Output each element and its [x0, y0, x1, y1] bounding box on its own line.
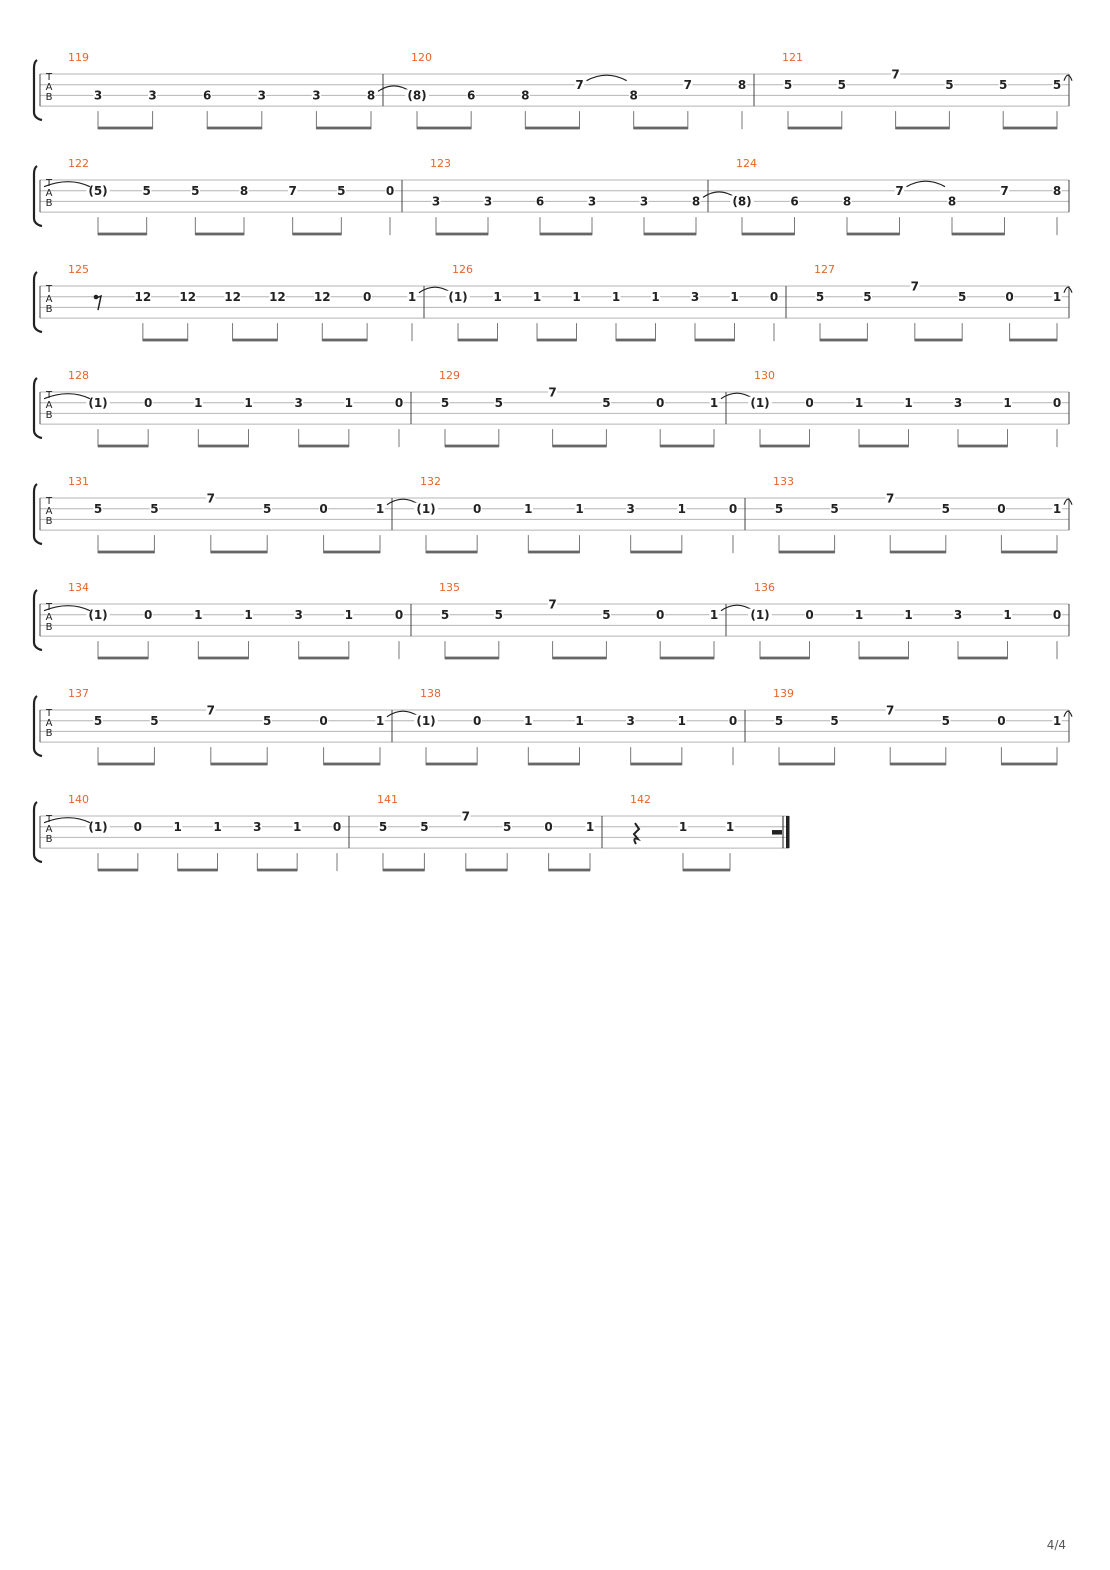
- eighth-rest-icon: [96, 296, 101, 310]
- tab-clef-letter: A: [45, 718, 53, 729]
- tab-system: [34, 793, 790, 871]
- fret-number: 1: [651, 290, 660, 304]
- tab-system: [34, 157, 1069, 235]
- fret-number: 1: [575, 714, 584, 728]
- fret-number: 1: [173, 820, 182, 834]
- tab-system: [34, 51, 1072, 129]
- fret-number: 0: [385, 184, 395, 198]
- fret-number: 5: [774, 502, 784, 516]
- fret-number: 0: [472, 502, 482, 516]
- fret-number: 5: [815, 290, 825, 304]
- fret-number: (1): [750, 608, 770, 622]
- measure-number: 139: [773, 687, 794, 700]
- fret-number: 3: [294, 396, 303, 410]
- beam: [958, 657, 1008, 660]
- fret-number: (1): [448, 290, 468, 304]
- measure-number: 121: [782, 51, 803, 64]
- tab-clef-letter: B: [45, 92, 53, 103]
- beam: [198, 657, 248, 660]
- fret-number: 1: [244, 608, 253, 622]
- fret-number: 3: [626, 502, 635, 516]
- beam: [896, 127, 950, 130]
- fret-number: 5: [337, 184, 346, 198]
- fret-number: (1): [88, 820, 108, 834]
- fret-number: (5): [88, 184, 108, 198]
- measure-number: 137: [68, 687, 89, 700]
- fret-number: 5: [150, 714, 159, 728]
- fret-number: 1: [493, 290, 502, 304]
- fret-number: 8: [947, 194, 957, 209]
- fret-number: 1: [375, 714, 385, 728]
- fret-number: 0: [805, 608, 814, 622]
- beam: [525, 127, 579, 130]
- fret-number: (1): [88, 608, 108, 622]
- fret-number: 5: [263, 502, 272, 516]
- fret-number: 8: [366, 88, 376, 103]
- fret-number: 3: [431, 194, 441, 209]
- beam: [98, 551, 154, 554]
- system-bracket: [34, 378, 42, 438]
- beam: [779, 551, 835, 554]
- tab-clef-letter: A: [45, 294, 53, 305]
- fret-number: 5: [503, 820, 512, 834]
- beam: [322, 339, 367, 342]
- fret-number: 0: [332, 820, 342, 834]
- beam: [207, 127, 262, 130]
- beam: [324, 763, 380, 766]
- fret-number: 1: [344, 608, 354, 622]
- system-bracket: [34, 272, 42, 332]
- tab-clef-letter: T: [45, 496, 53, 507]
- fret-number: 1: [524, 714, 533, 728]
- fret-number: 1: [194, 608, 203, 622]
- beam: [660, 445, 714, 448]
- fret-number: 3: [148, 88, 157, 103]
- fret-number: 0: [143, 396, 153, 410]
- tab-clef-letter: B: [45, 410, 53, 421]
- fret-number: 1: [854, 396, 864, 410]
- fret-number: 8: [239, 184, 249, 198]
- beam: [98, 657, 148, 660]
- beam: [445, 657, 499, 660]
- beam: [316, 127, 371, 130]
- tab-clef-letter: A: [45, 82, 53, 93]
- fret-number: 3: [587, 194, 597, 209]
- fret-number: 5: [783, 78, 793, 92]
- tie-arc: [1064, 711, 1072, 717]
- beam: [537, 339, 577, 342]
- beam: [890, 551, 946, 554]
- fret-number: 1: [344, 396, 354, 410]
- measure-number: 138: [420, 687, 441, 700]
- system-bracket: [34, 484, 42, 544]
- beam: [788, 127, 842, 130]
- fret-number: 1: [575, 502, 584, 516]
- final-barline: [786, 816, 790, 848]
- beam: [779, 763, 835, 766]
- beam: [760, 657, 810, 660]
- fret-number: 7: [288, 184, 297, 198]
- beam: [324, 551, 380, 554]
- tie-arc: [907, 181, 946, 187]
- fret-number: (1): [88, 396, 108, 410]
- tab-clef-letter: T: [45, 708, 53, 719]
- beam: [1010, 339, 1057, 342]
- fret-number: 5: [440, 608, 450, 622]
- beam: [466, 869, 507, 872]
- fret-number: 5: [602, 396, 611, 410]
- measure-number: 134: [68, 581, 89, 594]
- fret-number: 0: [319, 714, 328, 728]
- beam: [683, 869, 730, 872]
- fret-number: 1: [1052, 290, 1062, 304]
- fret-number: 1: [1052, 502, 1062, 516]
- fret-number: 3: [953, 396, 963, 410]
- tab-clef-letter: T: [45, 602, 53, 613]
- beam: [695, 339, 735, 342]
- fret-number: 5: [863, 290, 872, 304]
- tab-clef-letter: T: [45, 390, 53, 401]
- beam: [915, 339, 962, 342]
- fret-number: 8: [691, 194, 701, 209]
- measure-number: 131: [68, 475, 89, 488]
- fret-number: 1: [725, 820, 735, 834]
- fret-number: 0: [1005, 290, 1014, 304]
- fret-number: 7: [895, 184, 904, 198]
- fret-number: (1): [416, 714, 436, 728]
- beam: [631, 763, 682, 766]
- fret-number: 1: [585, 820, 595, 834]
- page-number: 4/4: [1046, 1538, 1066, 1552]
- beam: [426, 551, 477, 554]
- beam: [98, 233, 147, 236]
- fret-number: 1: [213, 820, 222, 834]
- half-rest-icon: [772, 830, 782, 835]
- fret-number: 3: [690, 290, 700, 304]
- fret-number: 1: [904, 608, 913, 622]
- beam: [383, 869, 424, 872]
- beam: [98, 445, 148, 448]
- fret-number: 7: [891, 67, 900, 82]
- fret-number: 5: [494, 608, 503, 622]
- measure-number: 125: [68, 263, 89, 276]
- measure-number: 130: [754, 369, 775, 382]
- fret-number: 1: [532, 290, 542, 304]
- fret-number: 3: [639, 194, 649, 209]
- fret-number: 7: [886, 703, 895, 718]
- system-bracket: [34, 166, 42, 226]
- fret-number: 0: [394, 608, 404, 622]
- fret-number: 6: [203, 88, 212, 103]
- tab-system: [34, 369, 1069, 447]
- beam: [195, 233, 244, 236]
- fret-number: 5: [420, 820, 429, 834]
- fret-number: 12: [224, 290, 241, 304]
- system-bracket: [34, 590, 42, 650]
- fret-number: 7: [683, 78, 693, 92]
- fret-number: 8: [629, 88, 638, 103]
- beam: [98, 763, 154, 766]
- beam: [98, 127, 153, 130]
- fret-number: 0: [472, 714, 482, 728]
- measure-number: 126: [452, 263, 473, 276]
- beam: [644, 233, 696, 236]
- fret-number: (8): [732, 194, 752, 209]
- fret-number: 6: [535, 194, 545, 209]
- beam: [760, 445, 810, 448]
- fret-number: 5: [999, 78, 1008, 92]
- beam: [211, 551, 267, 554]
- system-bracket: [34, 696, 42, 756]
- fret-number: 7: [1000, 184, 1009, 198]
- fret-number: 0: [1052, 608, 1062, 622]
- tab-clef-letter: B: [45, 622, 53, 633]
- measure-number: 127: [814, 263, 835, 276]
- beam: [299, 657, 349, 660]
- tab-clef-letter: T: [45, 178, 53, 189]
- beam: [958, 445, 1008, 448]
- fret-number: 12: [313, 290, 331, 304]
- beam: [417, 127, 471, 130]
- fret-number: 1: [244, 396, 253, 410]
- measure-number: 128: [68, 369, 89, 382]
- fret-number: 0: [728, 714, 738, 728]
- beam: [553, 657, 607, 660]
- measure-number: 141: [377, 793, 398, 806]
- beam: [98, 869, 138, 872]
- beam: [528, 763, 579, 766]
- fret-number: 0: [1052, 396, 1062, 410]
- tab-clef-letter: T: [45, 814, 53, 825]
- beam: [553, 445, 607, 448]
- tab-system: [34, 475, 1072, 553]
- fret-number: 1: [678, 820, 688, 834]
- beam: [211, 763, 267, 766]
- fret-number: 0: [805, 396, 814, 410]
- fret-number: 0: [769, 290, 779, 304]
- measure-number: 122: [68, 157, 89, 170]
- fret-number: 8: [1052, 184, 1062, 198]
- beam: [859, 445, 909, 448]
- fret-number: 8: [842, 194, 852, 209]
- beam: [198, 445, 248, 448]
- fret-number: 3: [93, 88, 103, 103]
- tab-system: [34, 687, 1072, 765]
- fret-number: 1: [709, 608, 719, 622]
- tab-clef-letter: B: [45, 834, 53, 845]
- fret-number: 7: [206, 491, 215, 506]
- measure-number: 133: [773, 475, 794, 488]
- measure-number: 124: [736, 157, 757, 170]
- fret-number: 1: [854, 608, 864, 622]
- tie-arc: [587, 75, 627, 81]
- beam: [820, 339, 867, 342]
- fret-number: (8): [407, 88, 427, 103]
- fret-number: 7: [910, 279, 919, 294]
- fret-number: 0: [728, 502, 738, 516]
- tab-clef-letter: B: [45, 516, 53, 527]
- fret-number: 1: [407, 290, 417, 304]
- fret-number: 0: [319, 502, 328, 516]
- fret-number: 8: [521, 88, 530, 103]
- fret-number: 5: [830, 714, 839, 728]
- fret-number: 0: [362, 290, 372, 304]
- beam: [426, 763, 477, 766]
- measure-number: 120: [411, 51, 432, 64]
- fret-number: 5: [837, 78, 846, 92]
- fret-number: 5: [440, 396, 450, 410]
- measure-number: 119: [68, 51, 89, 64]
- fret-number: 1: [677, 502, 687, 516]
- fret-number: 0: [656, 608, 665, 622]
- fret-number: 1: [292, 820, 302, 834]
- tab-clef-letter: B: [45, 198, 53, 209]
- tab-clef-letter: A: [45, 400, 53, 411]
- fret-number: 0: [394, 396, 404, 410]
- measure-number: 142: [630, 793, 651, 806]
- system-bracket: [34, 60, 42, 120]
- tab-system: [34, 263, 1072, 341]
- measure-number: 140: [68, 793, 89, 806]
- beam: [143, 339, 188, 342]
- measure-number: 132: [420, 475, 441, 488]
- system-bracket: [34, 802, 42, 862]
- beam: [178, 869, 218, 872]
- fret-number: 1: [375, 502, 385, 516]
- fret-number: 12: [134, 290, 152, 304]
- tab-clef-letter: A: [45, 506, 53, 517]
- beam: [616, 339, 656, 342]
- fret-number: 1: [524, 502, 533, 516]
- beam: [1003, 127, 1057, 130]
- measure-number: 135: [439, 581, 460, 594]
- fret-number: 1: [572, 290, 581, 304]
- beam: [233, 339, 278, 342]
- beam: [299, 445, 349, 448]
- beam: [445, 445, 499, 448]
- tab-clef-letter: A: [45, 612, 53, 623]
- beam: [1001, 763, 1057, 766]
- fret-number: 5: [191, 184, 200, 198]
- fret-number: 7: [548, 385, 557, 400]
- tab-clef-letter: B: [45, 304, 53, 315]
- tie-arc: [1064, 287, 1072, 293]
- fret-number: 1: [730, 290, 739, 304]
- fret-number: 5: [945, 78, 954, 92]
- fret-number: 7: [206, 703, 215, 718]
- fret-number: 0: [656, 396, 665, 410]
- beam: [1001, 551, 1057, 554]
- beam: [890, 763, 946, 766]
- fret-number: 3: [626, 714, 635, 728]
- measure-number: 129: [439, 369, 460, 382]
- tab-clef-letter: B: [45, 728, 53, 739]
- beam: [952, 233, 1005, 236]
- fret-number: 1: [1052, 714, 1062, 728]
- fret-number: 1: [677, 714, 687, 728]
- fret-number: 1: [1003, 396, 1012, 410]
- measure-number: 123: [430, 157, 451, 170]
- fret-number: 5: [93, 714, 103, 728]
- fret-number: 5: [93, 502, 103, 516]
- beam: [293, 233, 342, 236]
- fret-number: 6: [790, 194, 799, 209]
- fret-number: 5: [142, 184, 151, 198]
- fret-number: 1: [611, 290, 621, 304]
- fret-number: 8: [737, 78, 747, 92]
- tab-clef-letter: T: [45, 72, 53, 83]
- fret-number: 0: [544, 820, 553, 834]
- fret-number: 5: [941, 714, 950, 728]
- fret-number: 5: [774, 714, 784, 728]
- fret-number: 1: [194, 396, 203, 410]
- beam: [742, 233, 795, 236]
- fret-number: 3: [483, 194, 493, 209]
- fret-number: 12: [179, 290, 197, 304]
- fret-number: 0: [143, 608, 153, 622]
- fret-number: 5: [830, 502, 839, 516]
- fret-number: 3: [953, 608, 963, 622]
- fret-number: 5: [494, 396, 503, 410]
- fret-number: 0: [997, 502, 1006, 516]
- fret-number: 1: [1003, 608, 1012, 622]
- tab-clef-letter: T: [45, 284, 53, 295]
- fret-number: (1): [416, 502, 436, 516]
- fret-number: 5: [378, 820, 388, 834]
- beam: [847, 233, 900, 236]
- beam: [631, 551, 682, 554]
- tie-arc: [1064, 75, 1072, 81]
- tab-clef-letter: A: [45, 824, 53, 835]
- fret-number: 3: [294, 608, 303, 622]
- fret-number: 5: [941, 502, 950, 516]
- beam: [257, 869, 297, 872]
- beam: [528, 551, 579, 554]
- tie-arc: [1064, 499, 1072, 505]
- fret-number: 5: [150, 502, 159, 516]
- fret-number: 5: [602, 608, 611, 622]
- fret-number: 1: [709, 396, 719, 410]
- fret-number: 5: [958, 290, 967, 304]
- fret-number: 1: [904, 396, 913, 410]
- fret-number: 7: [548, 597, 557, 612]
- beam: [660, 657, 714, 660]
- tab-clef-letter: A: [45, 188, 53, 199]
- beam: [436, 233, 488, 236]
- fret-number: 0: [133, 820, 143, 834]
- fret-number: 3: [253, 820, 262, 834]
- tab-system: [34, 581, 1069, 659]
- fret-number: 5: [1052, 78, 1062, 92]
- beam: [549, 869, 590, 872]
- fret-number: 7: [461, 809, 470, 824]
- fret-number: 3: [312, 88, 321, 103]
- fret-number: (1): [750, 396, 770, 410]
- fret-number: 5: [263, 714, 272, 728]
- fret-number: 12: [269, 290, 286, 304]
- fret-number: 6: [466, 88, 476, 103]
- beam: [458, 339, 498, 342]
- beam: [540, 233, 592, 236]
- fret-number: 3: [257, 88, 266, 103]
- measure-number: 136: [754, 581, 775, 594]
- beam: [634, 127, 688, 130]
- fret-number: 0: [997, 714, 1006, 728]
- beam: [859, 657, 909, 660]
- fret-number: 7: [886, 491, 895, 506]
- fret-number: 7: [575, 78, 584, 92]
